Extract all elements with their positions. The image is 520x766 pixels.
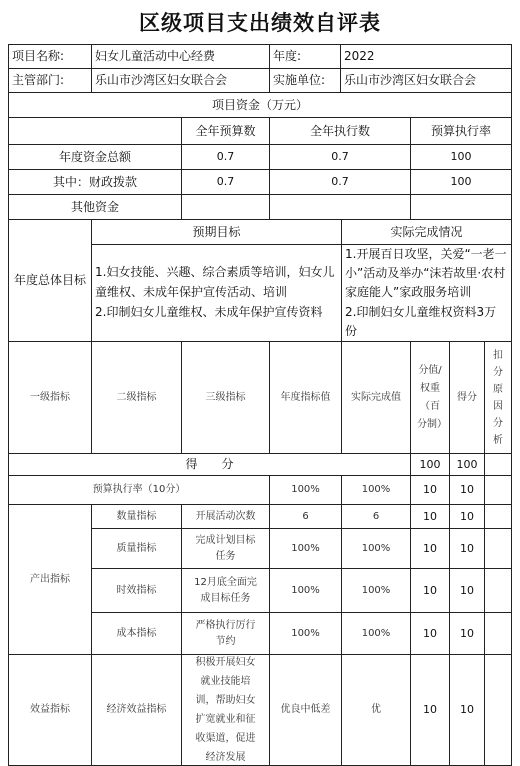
header-deduct: 扣分原因分析 bbox=[484, 341, 512, 454]
output-annual: 100% bbox=[269, 612, 342, 655]
total-weight: 100 bbox=[410, 453, 450, 476]
actual-goal-text: 1.开展百日攻坚，关爱“一老一小”活动及举办“沫若故里·农村家庭能人”家政服务培训 2.印制妇女儿童维权资料3万份 bbox=[341, 244, 512, 342]
benefit-level3: 积极开展妇女就业技能培训，帮助妇女扩宽就业和征收渠道，促进经济发展 bbox=[181, 654, 270, 766]
goals-label: 年度总体目标 bbox=[8, 219, 92, 342]
benefit-score: 10 bbox=[449, 654, 485, 766]
fund-row-label: 其中：财政拨款 bbox=[8, 169, 182, 195]
funds-corner bbox=[8, 117, 182, 145]
unit-label: 实施单位: bbox=[269, 68, 341, 93]
output-annual: 100% bbox=[269, 528, 342, 569]
output-weight: 10 bbox=[410, 528, 450, 569]
fund-row-label: 年度资金总额 bbox=[8, 144, 182, 170]
budget-exec-annual: 100% bbox=[269, 475, 342, 505]
header-level2: 二级指标 bbox=[91, 341, 182, 454]
expected-goal-text: 1.妇女技能、兴趣、综合素质等培训，妇女儿童维权、未成年保护宣传活动、培训 2.印制妇女儿童维权、未成年保护宣传资料 bbox=[91, 244, 342, 342]
output-score: 10 bbox=[449, 568, 485, 613]
output-deduct bbox=[484, 528, 512, 569]
output-level2: 质量指标 bbox=[91, 528, 182, 569]
output-level2: 数量指标 bbox=[91, 504, 182, 529]
output-weight: 10 bbox=[410, 568, 450, 613]
fund-row-exec: 0.7 bbox=[269, 144, 411, 170]
output-deduct bbox=[484, 612, 512, 655]
budget-exec-actual: 100% bbox=[341, 475, 411, 505]
page-title: 区级项目支出绩效自评表 bbox=[139, 10, 381, 35]
fund-row-rate: 100 bbox=[410, 169, 512, 195]
output-level2: 成本指标 bbox=[91, 612, 182, 655]
fund-row-exec bbox=[269, 194, 411, 220]
year-value: 2022 bbox=[340, 44, 512, 69]
fund-row-budget: 0.7 bbox=[181, 144, 270, 170]
project-name-value: 妇女儿童活动中心经费 bbox=[91, 44, 270, 69]
fund-row-rate bbox=[410, 194, 512, 220]
budget-exec-deduct bbox=[484, 475, 512, 505]
col-rate: 预算执行率 bbox=[410, 117, 512, 145]
col-exec: 全年执行数 bbox=[269, 117, 411, 145]
output-deduct bbox=[484, 568, 512, 613]
header-actual: 实际完成值 bbox=[341, 341, 411, 454]
output-level3: 12月底全面完成目标任务 bbox=[181, 568, 270, 613]
fund-row-label: 其他资金 bbox=[8, 194, 182, 220]
benefit-level2: 经济效益指标 bbox=[91, 654, 182, 766]
benefit-annual: 优良中低差 bbox=[269, 654, 342, 766]
output-actual: 100% bbox=[341, 612, 411, 655]
header-weight: 分值/权重（百分制） bbox=[410, 341, 450, 454]
benefit-deduct bbox=[484, 654, 512, 766]
output-level3: 完成计划目标任务 bbox=[181, 528, 270, 569]
output-label: 产出指标 bbox=[8, 504, 92, 655]
output-deduct bbox=[484, 504, 512, 529]
budget-exec-score: 10 bbox=[449, 475, 485, 505]
output-score: 10 bbox=[449, 528, 485, 569]
year-label: 年度: bbox=[269, 44, 341, 69]
fund-row-budget bbox=[181, 194, 270, 220]
output-annual: 6 bbox=[269, 504, 342, 529]
header-annual: 年度指标值 bbox=[269, 341, 342, 454]
project-name-label: 项目名称: bbox=[8, 44, 92, 69]
output-annual: 100% bbox=[269, 568, 342, 613]
col-budget: 全年预算数 bbox=[181, 117, 270, 145]
output-level2: 时效指标 bbox=[91, 568, 182, 613]
fund-row-exec: 0.7 bbox=[269, 169, 411, 195]
funds-header: 项目资金（万元） bbox=[8, 92, 512, 118]
output-score: 10 bbox=[449, 504, 485, 529]
dept-value: 乐山市沙湾区妇女联合会 bbox=[91, 68, 270, 93]
header-score: 得分 bbox=[449, 341, 485, 454]
dept-label: 主管部门: bbox=[8, 68, 92, 93]
output-level3: 开展活动次数 bbox=[181, 504, 270, 529]
total-deduct bbox=[484, 453, 512, 476]
output-actual: 100% bbox=[341, 528, 411, 569]
header-level1: 一级指标 bbox=[8, 341, 92, 454]
total-label: 得 分 bbox=[8, 453, 411, 476]
output-weight: 10 bbox=[410, 504, 450, 529]
unit-value: 乐山市沙湾区妇女联合会 bbox=[340, 68, 512, 93]
output-score: 10 bbox=[449, 612, 485, 655]
budget-exec-weight: 10 bbox=[410, 475, 450, 505]
output-weight: 10 bbox=[410, 612, 450, 655]
total-score: 100 bbox=[449, 453, 485, 476]
actual-header: 实际完成情况 bbox=[341, 219, 512, 245]
fund-row-rate: 100 bbox=[410, 144, 512, 170]
expected-header: 预期目标 bbox=[91, 219, 342, 245]
benefit-weight: 10 bbox=[410, 654, 450, 766]
budget-exec-label: 预算执行率（10分） bbox=[8, 475, 270, 505]
output-actual: 100% bbox=[341, 568, 411, 613]
output-actual: 6 bbox=[341, 504, 411, 529]
fund-row-budget: 0.7 bbox=[181, 169, 270, 195]
output-level3: 严格执行厉行节约 bbox=[181, 612, 270, 655]
benefit-actual: 优 bbox=[341, 654, 411, 766]
header-level3: 三级指标 bbox=[181, 341, 270, 454]
benefit-label: 效益指标 bbox=[8, 654, 92, 766]
